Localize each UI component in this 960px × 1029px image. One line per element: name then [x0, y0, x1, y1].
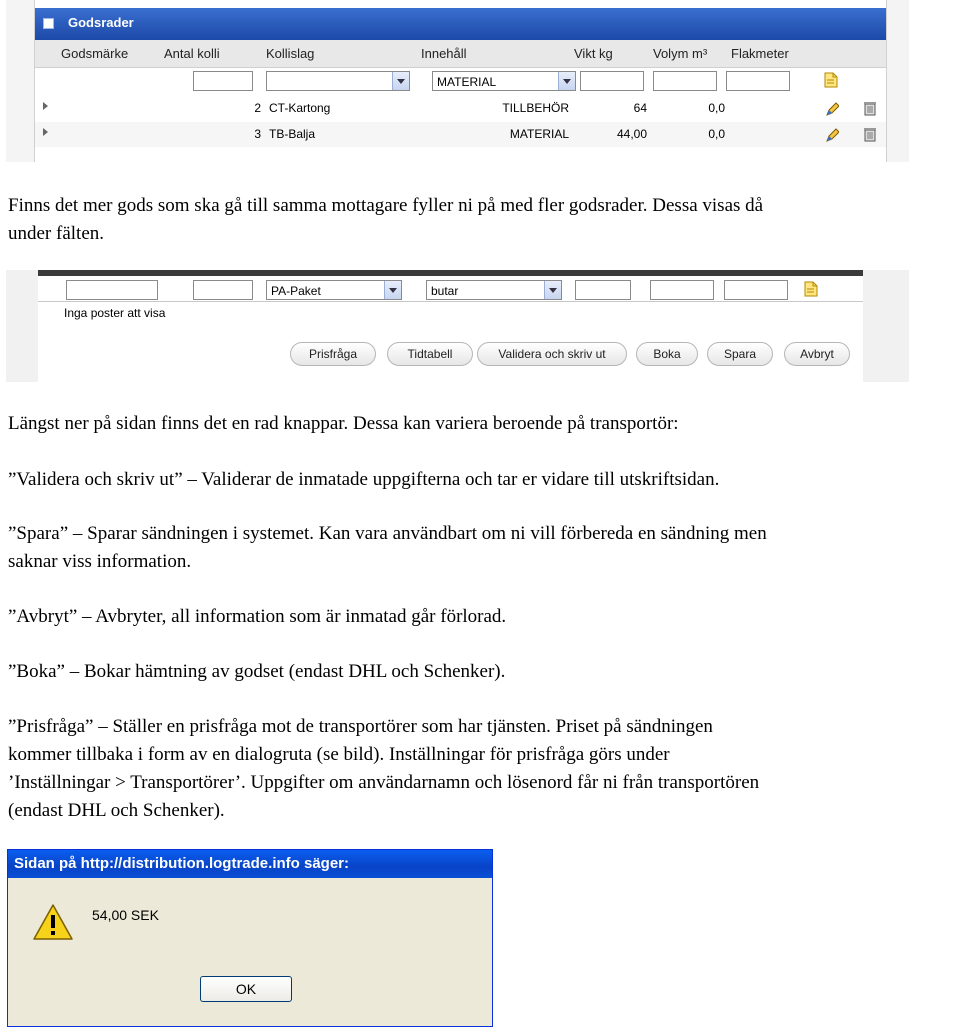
volym-input[interactable] — [653, 71, 717, 91]
antal-kolli-input[interactable] — [193, 71, 253, 91]
kollislag-select[interactable] — [266, 280, 402, 300]
col-volym: Volym m³ — [653, 46, 708, 61]
antal-kolli-input[interactable] — [193, 280, 253, 300]
flakmeter-input[interactable] — [724, 280, 788, 300]
chevron-down-icon — [384, 281, 401, 299]
vikt-input[interactable] — [575, 280, 631, 300]
godsrader-titlebar — [35, 8, 886, 40]
cell-antal: 2 — [254, 101, 261, 115]
definition-spara-cont: saknar viss information. — [8, 551, 192, 572]
innehall-select[interactable] — [432, 71, 576, 91]
godsrader-title: Godsrader — [68, 15, 134, 30]
warning-icon — [32, 903, 74, 941]
definition-prisfraga-cont: ’Inställningar > Transportörer’. Uppgifter om användarnamn och lösenord får ni från transportören — [8, 772, 760, 793]
definition-spara: ”Spara” – Sparar sändningen i systemet. Kan vara användbart om ni vill förbereda en sändning men — [8, 523, 767, 544]
cell-vikt: 44,00 — [616, 127, 647, 141]
row-expand-icon[interactable] — [43, 102, 48, 110]
row-expand-icon[interactable] — [43, 128, 48, 136]
edit-pencil-icon[interactable] — [825, 101, 839, 117]
definition-validera: ”Validera och skriv ut” – Validerar de inmatade uppgifterna och tar er vidare till utskriftsidan. — [8, 469, 720, 490]
paragraph-line: under fälten. — [8, 223, 105, 244]
paragraph-line: Längst ner på sidan finns det en rad knappar. Dessa kan variera beroende på transportör: — [8, 413, 679, 434]
add-note-icon[interactable] — [804, 281, 818, 297]
collapse-icon[interactable] — [43, 18, 54, 29]
cell-kollislag: TB-Balja — [269, 127, 316, 141]
tidtabell-button[interactable]: Tidtabell — [387, 342, 473, 366]
add-note-icon[interactable] — [824, 72, 838, 88]
col-flakmeter: Flakmeter — [731, 46, 789, 61]
paragraph-line: Finns det mer gods som ska gå till samma mottagare fyller ni på med fler godsrader. Dessa visas då — [8, 195, 764, 216]
kollislag-select[interactable] — [266, 71, 410, 91]
dialog-message: 54,00 SEK — [92, 907, 159, 923]
godsrader-screenshot — [6, 0, 909, 162]
table-row[interactable] — [35, 96, 886, 121]
chevron-down-icon — [558, 72, 575, 90]
col-godsmarke: Godsmärke — [61, 46, 129, 61]
definition-prisfraga-cont: (endast DHL och Schenker). — [8, 800, 225, 821]
godsrader-panel — [34, 0, 887, 162]
validera-skriv-ut-button[interactable]: Validera och skriv ut — [477, 342, 627, 366]
alert-dialog — [7, 849, 493, 1027]
edit-pencil-icon[interactable] — [825, 127, 839, 143]
godsmarke-input[interactable] — [66, 280, 158, 300]
innehall-select-value: MATERIAL — [437, 75, 497, 89]
divider — [38, 301, 863, 302]
trash-icon[interactable] — [863, 100, 877, 116]
cell-antal: 3 — [254, 127, 261, 141]
spara-button[interactable]: Spara — [707, 342, 773, 366]
column-header-row — [35, 40, 886, 68]
chevron-down-icon — [392, 72, 409, 90]
col-innehall: Innehåll — [421, 46, 467, 61]
definition-boka: ”Boka” – Bokar hämtning av godset (endast DHL och Schenker). — [8, 661, 506, 682]
col-vikt: Vikt kg — [574, 46, 613, 61]
top-divider — [38, 270, 863, 276]
flakmeter-input[interactable] — [726, 71, 790, 91]
volym-input[interactable] — [650, 280, 714, 300]
cell-kollislag: CT-Kartong — [269, 101, 331, 115]
ok-button[interactable]: OK — [200, 976, 292, 1002]
prisfraga-button[interactable]: Prisfråga — [290, 342, 376, 366]
buttons-screenshot — [6, 270, 909, 382]
innehall-select-value: butar — [431, 284, 459, 298]
dialog-title: Sidan på http://distribution.logtrade.info säger: — [8, 850, 492, 878]
chevron-down-icon — [544, 281, 561, 299]
cell-innehall: TILLBEHÖR — [502, 101, 569, 115]
innehall-select[interactable] — [426, 280, 562, 300]
col-kollislag: Kollislag — [266, 46, 315, 61]
definition-avbryt: ”Avbryt” – Avbryter, all information som är inmatad går förlorad. — [8, 606, 507, 627]
table-row[interactable] — [35, 122, 886, 147]
empty-list-text: Inga poster att visa — [64, 306, 166, 320]
avbryt-button[interactable]: Avbryt — [784, 342, 850, 366]
col-antal-kolli: Antal kolli — [164, 46, 220, 61]
cell-volym: 0,0 — [708, 101, 725, 115]
definition-prisfraga-cont: kommer tillbaka i form av en dialogruta (se bild). Inställningar för prisfråga görs under — [8, 744, 670, 765]
trash-icon[interactable] — [863, 126, 877, 142]
new-row-inputs — [35, 69, 886, 94]
cell-vikt: 64 — [633, 101, 647, 115]
definition-prisfraga: ”Prisfråga” – Ställer en prisfråga mot de transportörer som har tjänsten. Priset på sändningen — [8, 716, 713, 737]
kollislag-select-value: PA-Paket — [271, 284, 321, 298]
boka-button[interactable]: Boka — [636, 342, 698, 366]
cell-volym: 0,0 — [708, 127, 725, 141]
cell-innehall: MATERIAL — [509, 127, 569, 141]
vikt-input[interactable] — [580, 71, 644, 91]
form-panel — [38, 270, 863, 382]
